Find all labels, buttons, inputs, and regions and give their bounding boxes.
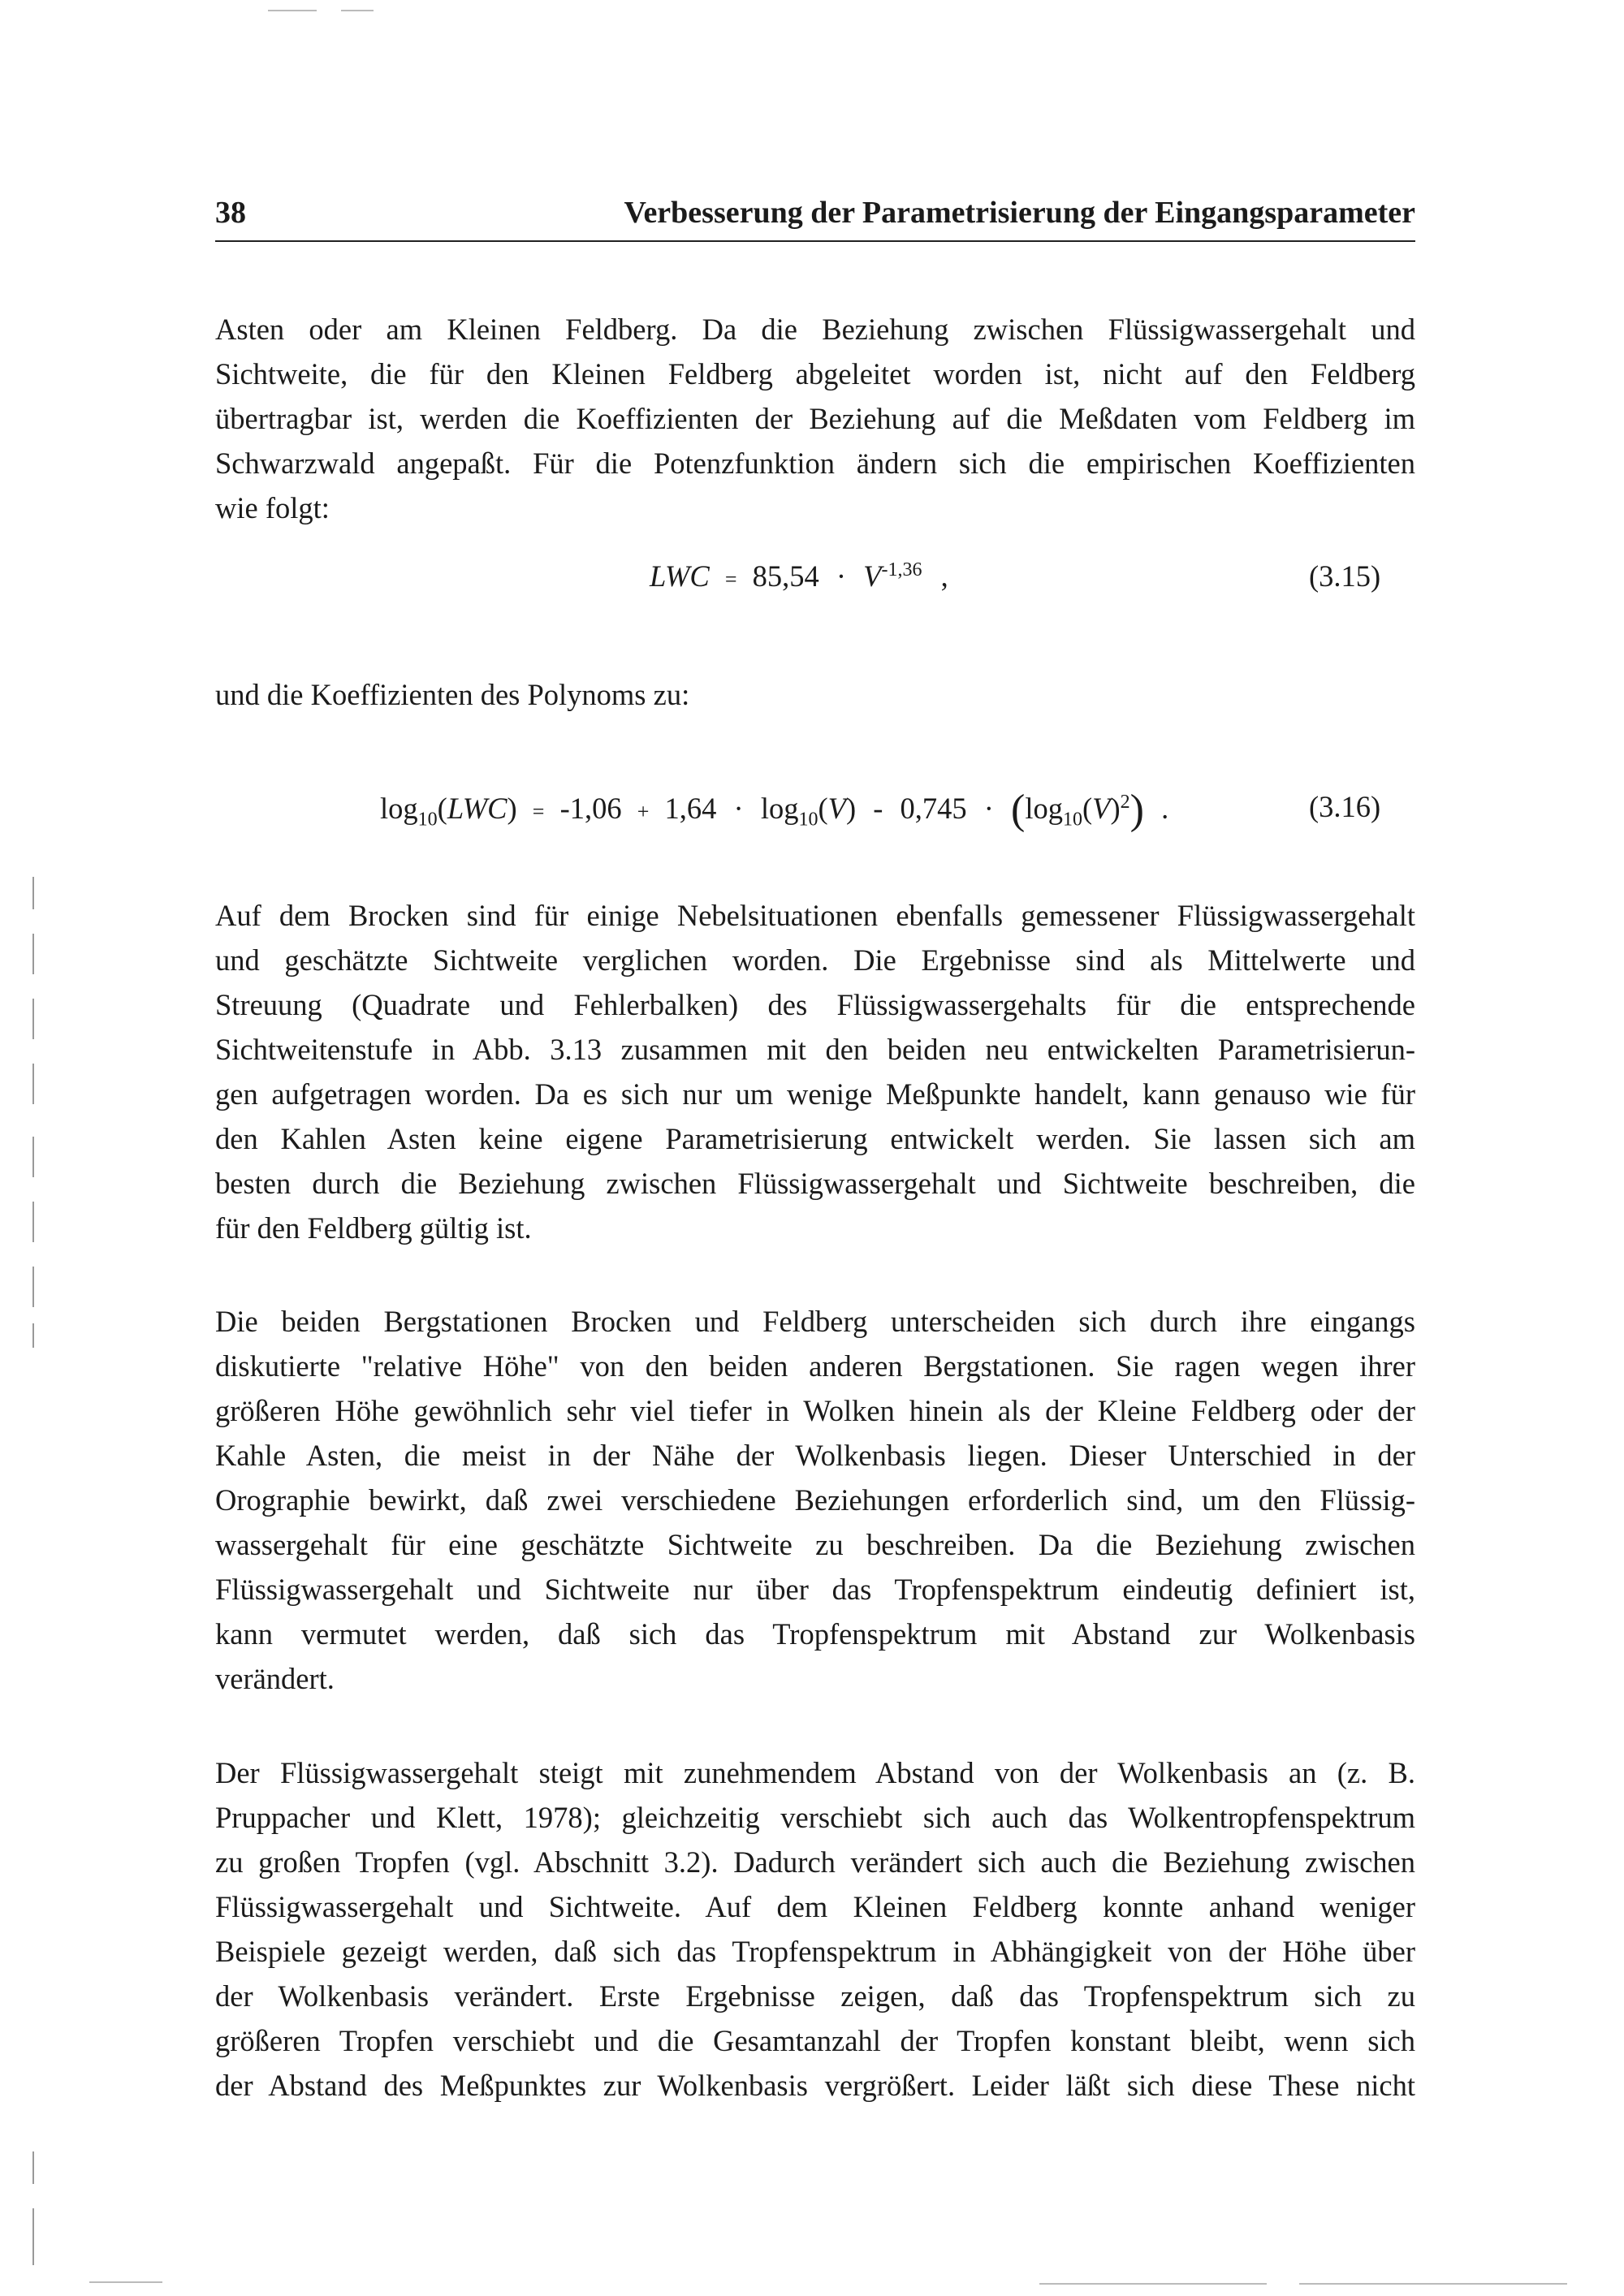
- eq-equals: =: [724, 568, 737, 591]
- eq-lhs-var: LWC: [447, 792, 508, 825]
- eq-period: .: [1161, 792, 1169, 825]
- text-line: Flüssigwassergehalt und Sichtweite. Auf dem Kleinen Feldberg konnte anhand weniger: [215, 1890, 1415, 1923]
- equation-number-3-15: (3.15): [1309, 559, 1381, 593]
- paragraph-5: [215, 1750, 1415, 2108]
- text-line: übertragbar ist, werden die Koeffizienten der Beziehung auf die Meßdaten vom Feldberg im: [215, 402, 1415, 435]
- eq-equals: =: [532, 800, 545, 823]
- running-title: Verbesserung der Parametrisierung der Eingangsparameter: [624, 196, 1415, 230]
- scan-margin-mark: [32, 1323, 34, 1348]
- eq-minus: -: [873, 792, 883, 825]
- scan-margin-mark: [32, 2151, 34, 2184]
- eq-log: log: [1025, 792, 1064, 825]
- text-line: Beispiele gezeigt werden, daß sich das Tropfenspektrum in Abhängigkeit von der Höhe über: [215, 1935, 1415, 1968]
- text-line: für den Feldberg gültig ist.: [215, 1211, 532, 1245]
- eq-dot: ·: [983, 792, 994, 825]
- page-number: 38: [215, 196, 246, 230]
- scan-margin-mark: [32, 2208, 34, 2265]
- eq-c2: 0,745: [900, 792, 967, 825]
- text-line: wie folgt:: [215, 491, 330, 524]
- text-line: und die Koeffizienten des Polynoms zu:: [215, 678, 690, 711]
- text-line: und geschätzte Sichtweite verglichen worden. Die Ergebnisse sind als Mittelwerte und: [215, 943, 1415, 977]
- scan-edge-mark: [1299, 2283, 1567, 2285]
- text-line: größeren Höhe gewöhnlich sehr viel tiefer in Wolken hinein als der Kleine Feldberg oder der: [215, 1394, 1415, 1427]
- text-line: Schwarzwald angepaßt. Für die Potenzfunktion ändern sich die empirischen Koeffizienten: [215, 447, 1415, 480]
- eq-c0: -1,06: [559, 792, 622, 825]
- eq-coefficient: 85,54: [752, 559, 819, 593]
- scan-margin-mark: [32, 1137, 34, 1177]
- eq-dot: ·: [733, 792, 744, 825]
- eq-dot: ·: [836, 559, 847, 593]
- eq-log: log: [760, 792, 799, 825]
- text-line: größeren Tropfen verschiebt und die Gesamtanzahl der Tropfen konstant bleibt, wenn sich: [215, 2024, 1415, 2057]
- eq-comma: ,: [940, 559, 948, 593]
- eq-var: V: [863, 559, 882, 593]
- text-line: den Kahlen Asten keine eigene Parametrisierung entwickelt werden. Sie lassen sich am: [215, 1122, 1415, 1155]
- text-line: gen aufgetragen worden. Da es sich nur um wenige Meßpunkte handelt, kann genauso wie für: [215, 1077, 1415, 1111]
- text-line: diskutierte "relative Höhe" von den beiden anderen Bergstationen. Sie ragen wegen ihrer: [215, 1349, 1415, 1383]
- eq-log-base: 10: [1063, 809, 1083, 831]
- text-line: Flüssigwassergehalt und Sichtweite nur über das Tropfenspektrum eindeutig definiert ist,: [215, 1573, 1415, 1606]
- eq-log: log: [380, 792, 418, 825]
- paragraph-4: [215, 1299, 1415, 1701]
- eq-var: V: [827, 792, 846, 825]
- text-line: verändert.: [215, 1662, 335, 1695]
- eq-log-base: 10: [417, 809, 438, 831]
- paragraph-1: [215, 307, 1415, 530]
- scan-edge-mark: [268, 10, 317, 11]
- text-line: Kahle Asten, die meist in der Nähe der Wolkenbasis liegen. Dieser Unterschied in der: [215, 1439, 1415, 1472]
- eq-c1: 1,64: [664, 792, 717, 825]
- text-line: Asten oder am Kleinen Feldberg. Da die Beziehung zwischen Flüssigwassergehalt und: [215, 313, 1415, 346]
- eq-right-paren: ): [1129, 787, 1144, 833]
- text-line: Streuung (Quadrate und Fehlerbalken) des Flüssigwassergehalts für die entsprechende: [215, 988, 1415, 1021]
- scan-margin-mark: [32, 934, 34, 974]
- text-line: der Wolkenbasis verändert. Erste Ergebnisse zeigen, daß das Tropfenspektrum sich zu: [215, 1979, 1415, 2013]
- text-line: Der Flüssigwassergehalt steigt mit zunehmendem Abstand von der Wolkenbasis an (z. B.: [215, 1756, 1415, 1789]
- equation-3-16: $\log_{10}(LWC) = -1,06 + 1,64 \cdot \log_{10}(V) - 0,745 \cdot (\log_{10}(V)^2)$ .: [380, 787, 1169, 833]
- text-line: der Abstand des Meßpunktes zur Wolkenbasis vergrößert. Leider läßt sich diese These nicht: [215, 2069, 1415, 2102]
- running-header: [215, 195, 1415, 242]
- text-line: wassergehalt für eine geschätzte Sichtweite zu beschreiben. Da die Beziehung zwischen: [215, 1528, 1415, 1561]
- text-line: zu großen Tropfen (vgl. Abschnitt 3.2). Dadurch verändert sich auch die Beziehung zwischen: [215, 1845, 1415, 1879]
- text-line: Sichtweitenstufe in Abb. 3.13 zusammen mit den beiden neu entwickelten Parametrisierun-: [215, 1033, 1415, 1066]
- text-line: Die beiden Bergstationen Brocken und Feldberg unterscheiden sich durch ihre eingangs: [215, 1305, 1415, 1338]
- scan-edge-mark: [89, 2281, 162, 2283]
- paragraph-3: [215, 893, 1415, 1250]
- scan-margin-mark: [32, 999, 34, 1039]
- scan-margin-mark: [32, 1267, 34, 1307]
- text-line: kann vermutet werden, daß sich das Tropfenspektrum mit Abstand zur Wolkenbasis: [215, 1617, 1415, 1651]
- scan-margin-mark: [32, 1202, 34, 1242]
- paragraph-2: [215, 672, 1415, 717]
- eq-lhs: LWC: [650, 559, 710, 593]
- text-line: Pruppacher und Klett, 1978); gleichzeitig verschiebt sich auch das Wolkentropfenspektrum: [215, 1801, 1415, 1834]
- eq-exponent: -1,36: [881, 559, 922, 580]
- scan-margin-mark: [32, 1064, 34, 1104]
- eq-plus: +: [637, 800, 650, 823]
- eq-log-base: 10: [798, 809, 818, 831]
- scan-edge-mark: [341, 10, 374, 11]
- equation-3-15: [650, 559, 948, 593]
- scan-margin-mark: [32, 877, 34, 909]
- text-line: besten durch die Beziehung zwischen Flüssigwassergehalt und Sichtweite beschreiben, die: [215, 1167, 1415, 1200]
- scan-edge-mark: [1039, 2283, 1267, 2285]
- text-line: Sichtweite, die für den Kleinen Feldberg abgeleitet worden ist, nicht auf den Feldberg: [215, 357, 1415, 391]
- eq-square: 2: [1120, 791, 1130, 813]
- text-line: Orographie bewirkt, daß zwei verschiedene Beziehungen erforderlich sind, um den Flüssig-: [215, 1483, 1415, 1517]
- eq-left-paren: (: [1011, 787, 1026, 833]
- text-line: Auf dem Brocken sind für einige Nebelsituationen ebenfalls gemessener Flüssigwassergehalt: [215, 899, 1415, 932]
- eq-var: V: [1092, 792, 1111, 825]
- equation-number-3-16: (3.16): [1309, 790, 1381, 823]
